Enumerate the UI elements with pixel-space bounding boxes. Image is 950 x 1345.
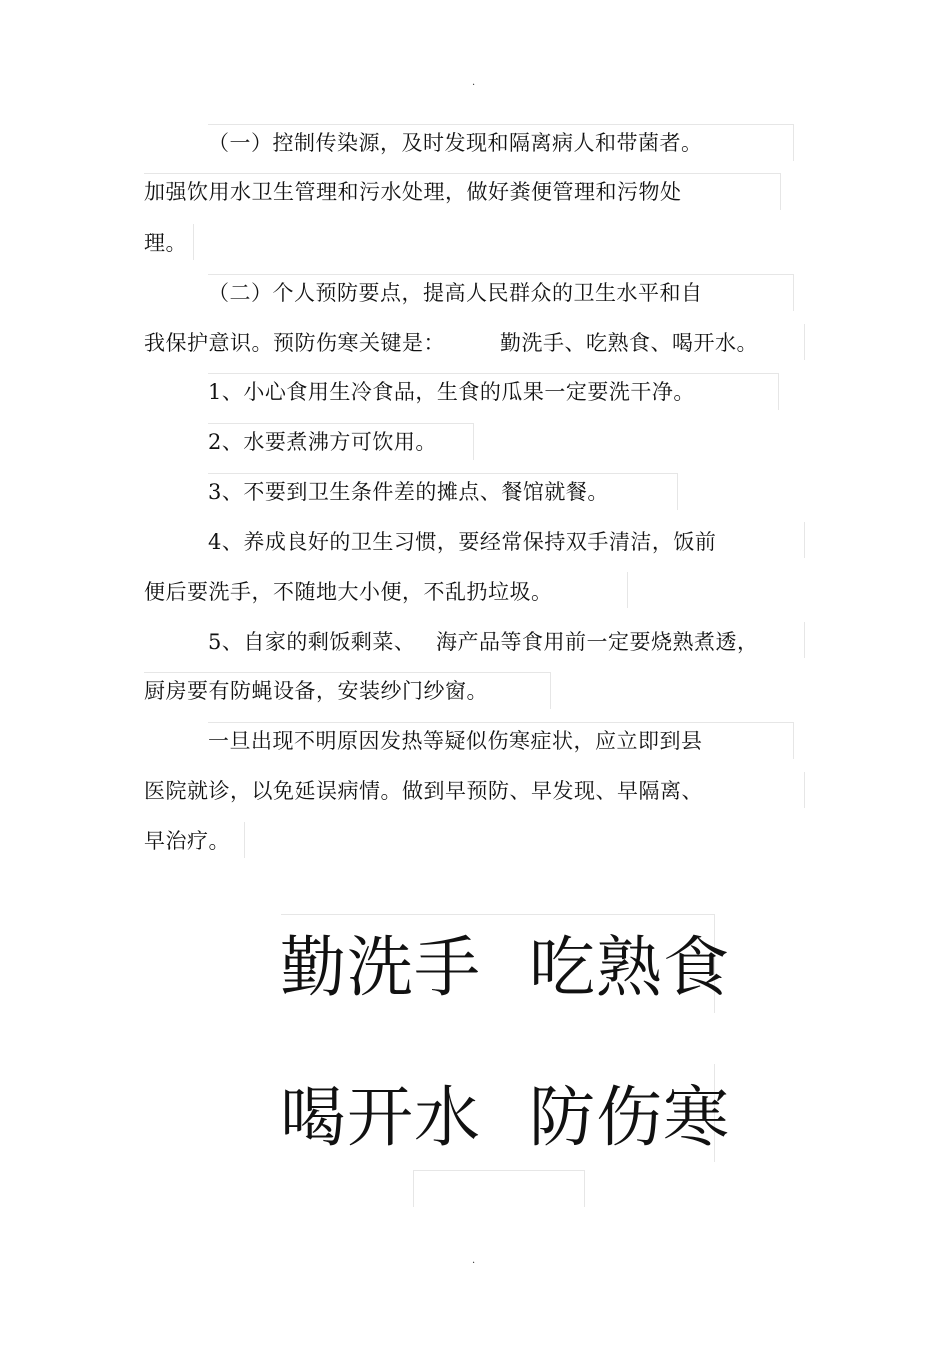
list-item-2: 2、水要煮沸方可饮用。 — [208, 430, 437, 454]
list-item-5-line-1a: 5、自家的剩饭剩菜、 — [208, 630, 416, 654]
list-item-4-line-2: 便后要洗手，不随地大小便，不乱扔垃圾。 — [144, 580, 553, 604]
paragraph-1-line-3: 理。 — [144, 231, 187, 255]
empty-frame — [413, 1170, 585, 1207]
paragraph-3-line-3: 早治疗。 — [144, 829, 230, 853]
slogan-wash-hands: 勤洗手 — [280, 929, 481, 1006]
paragraph-3-line-1: 一旦出现不明原因发热等疑似伤寒症状，应立即到县 — [208, 729, 703, 753]
page-marker-bottom: . — [472, 1255, 476, 1266]
key-slogan-text: 勤洗手、吃熟食、喝开水。 — [500, 331, 758, 355]
list-item-3: 3、不要到卫生条件差的摊点、餐馆就餐。 — [208, 480, 609, 504]
paragraph-2-line-1: （二）个人预防要点，提高人民群众的卫生水平和自 — [208, 281, 703, 305]
slogan-eat-cooked: 吃熟食 — [529, 929, 730, 1006]
paragraph-2-line-2: 我保护意识。预防伤寒关键是： — [144, 331, 445, 355]
list-item-5-line-2: 厨房要有防蝇设备，安装纱门纱窗。 — [144, 679, 488, 703]
paragraph-1-line-2: 加强饮用水卫生管理和污水处理，做好粪便管理和污物处 — [144, 180, 682, 204]
slogan-row-2 — [280, 1078, 730, 1158]
slogan-prevent-typhoid: 防伤寒 — [529, 1079, 730, 1156]
paragraph-1-line-1: （一）控制传染源，及时发现和隔离病人和带菌者。 — [208, 131, 703, 155]
slogan-row-1 — [280, 928, 730, 1008]
list-item-5-line-1b: 海产品等食用前一定要烧熟煮透， — [436, 630, 759, 654]
slogan-boiled-water: 喝开水 — [280, 1079, 481, 1156]
page-marker-top: . — [472, 77, 476, 88]
list-item-1: 1、小心食用生冷食品，生食的瓜果一定要洗干净。 — [208, 380, 695, 404]
paragraph-3-line-2: 医院就诊，以免延误病情。做到早预防、早发现、早隔离、 — [144, 779, 703, 803]
list-item-4-line-1: 4、养成良好的卫生习惯，要经常保持双手清洁，饭前 — [208, 530, 717, 554]
